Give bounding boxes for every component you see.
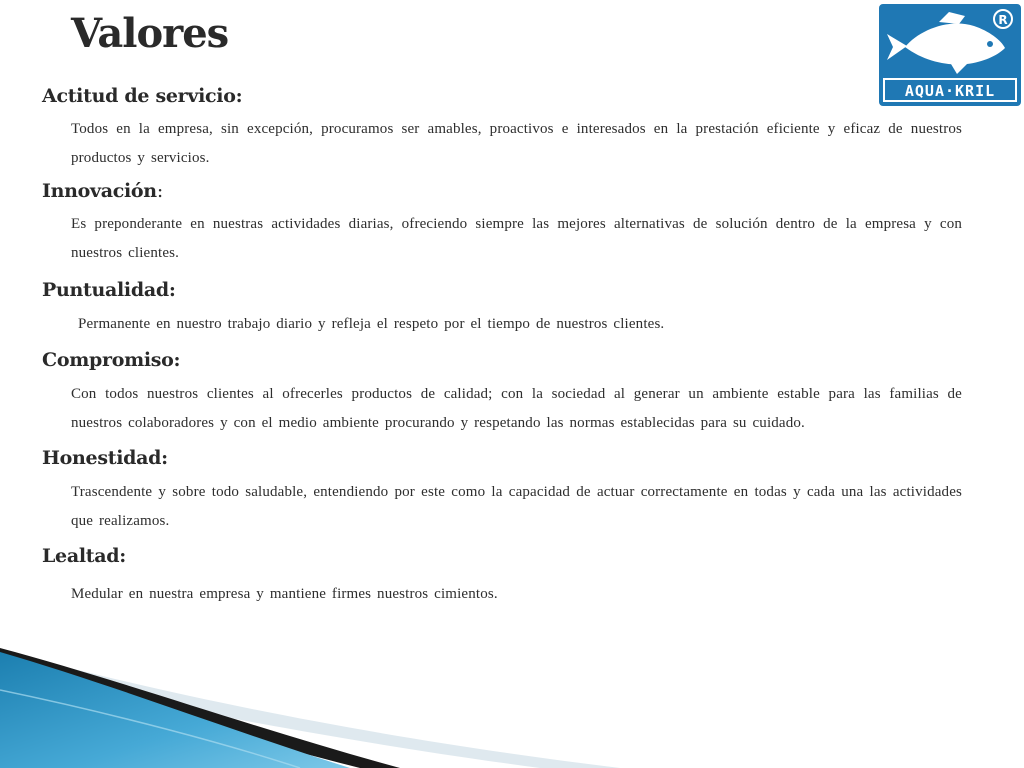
value-heading: Actitud de servicio: bbox=[42, 85, 243, 107]
values-list bbox=[42, 84, 962, 609]
swoosh-highlight bbox=[0, 690, 300, 768]
value-description: Con todos nuestros clientes al ofrecerles productos de calidad; con la sociedad al generar un ambiente estable para las familias de nuestros colaboradores y con el medio ambiente procurando y respetando las normas establecidas para su cuidado. bbox=[71, 386, 962, 431]
value-description: Todos en la empresa, sin excepción, procuramos ser amables, proactivos e interesados en la prestación eficiente y eficaz de nuestros productos y servicios. bbox=[71, 121, 962, 166]
value-description: Permanente en nuestro trabajo diario y refleja el respeto por el tiempo de nuestros clientes. bbox=[78, 316, 665, 332]
value-item-compromiso bbox=[42, 348, 962, 438]
value-item-actitud bbox=[42, 84, 962, 173]
value-item-honestidad bbox=[42, 446, 962, 536]
value-heading: Honestidad: bbox=[42, 447, 168, 469]
value-heading-text: Innovación bbox=[42, 180, 157, 202]
swoosh-blue-body bbox=[0, 652, 350, 768]
slide-title: Valores bbox=[71, 10, 229, 57]
swoosh-light-stripe bbox=[0, 650, 620, 768]
swoosh-dark-stripe bbox=[0, 648, 400, 768]
value-item-innovacion bbox=[42, 179, 962, 268]
value-description: Medular en nuestra empresa y mantiene firmes nuestros cimientos. bbox=[71, 586, 498, 602]
value-item-lealtad bbox=[42, 544, 962, 609]
value-item-puntualidad bbox=[42, 278, 962, 339]
logo-wordmark: AQUA·KRIL bbox=[904, 82, 996, 100]
value-heading: Lealtad: bbox=[42, 545, 126, 567]
value-heading: Compromiso: bbox=[42, 349, 181, 371]
value-description: Es preponderante en nuestras actividades diarias, ofreciendo siempre las mejores alternativas de solución dentro de la empresa y con nuestros clientes. bbox=[71, 216, 962, 261]
value-heading bbox=[42, 179, 962, 203]
value-heading: Puntualidad: bbox=[42, 279, 176, 301]
value-heading-suffix: : bbox=[156, 180, 163, 202]
value-description: Trascendente y sobre todo saludable, entendiendo por este como la capacidad de actuar correctamente en todas y cada una las actividades que realizamos. bbox=[71, 484, 962, 529]
registered-mark: R bbox=[998, 13, 1008, 27]
